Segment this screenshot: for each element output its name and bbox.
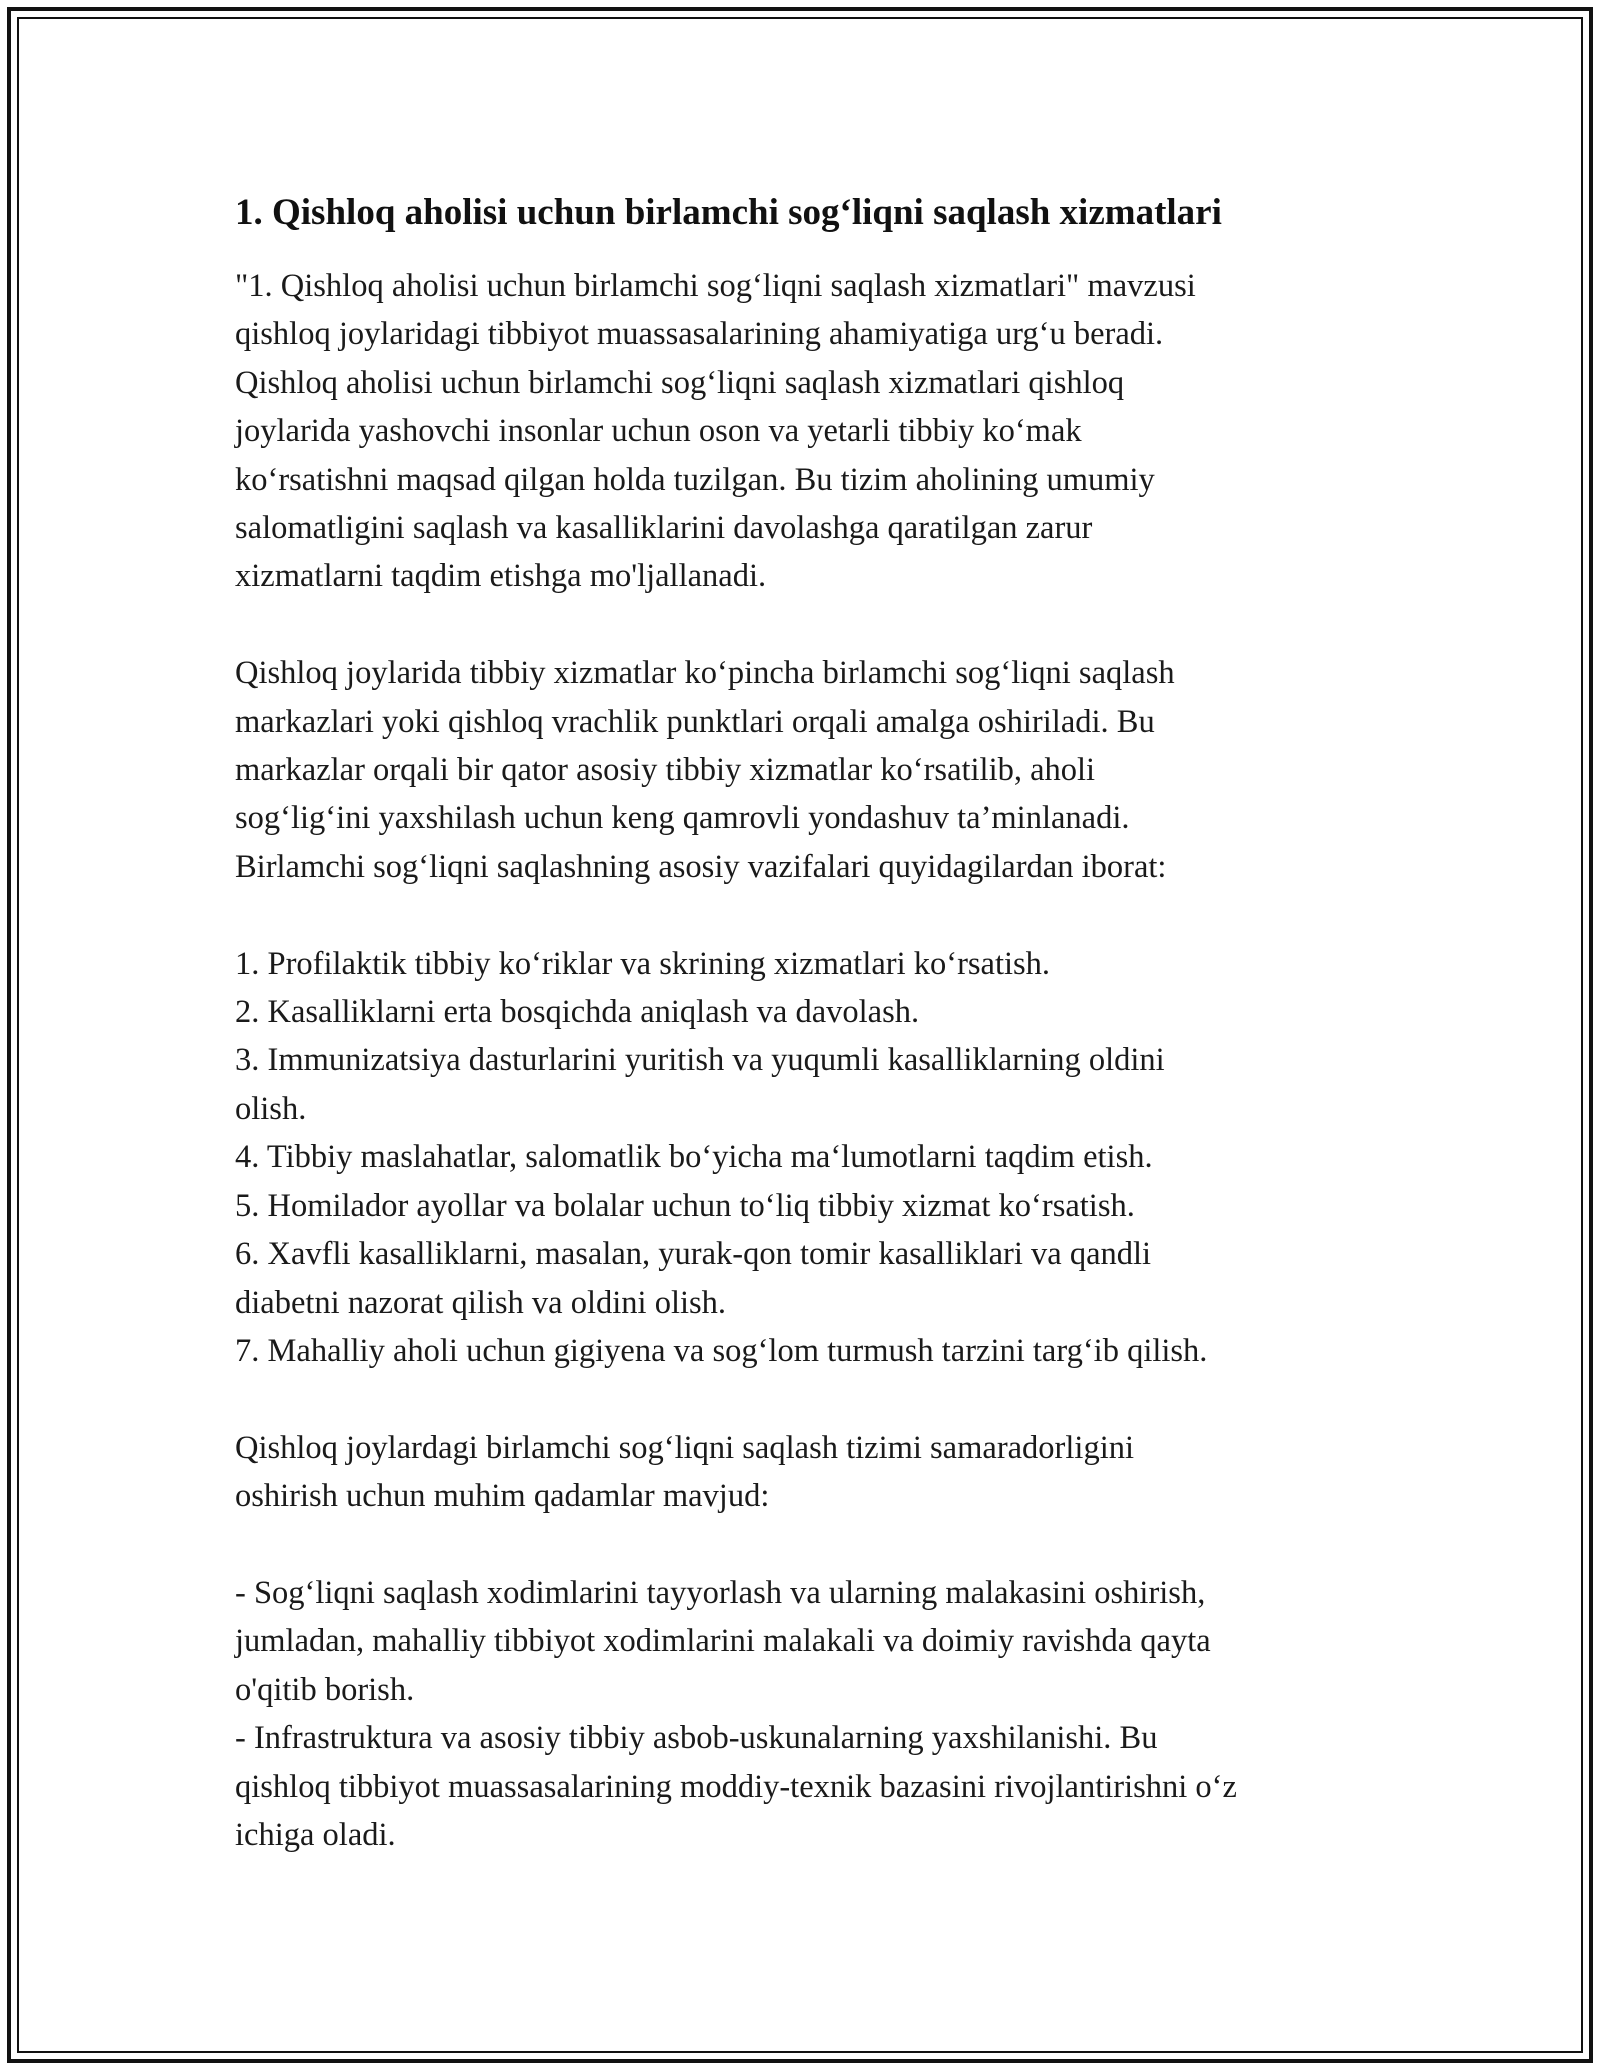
bullet-list — [235, 1569, 1385, 1859]
paragraph-spacer — [235, 1521, 1385, 1569]
text-line: joylarida yashovchi insonlar uchun oson va yetarli tibbiy ko‘mak — [235, 413, 1082, 450]
list-item-continuation: olish. — [235, 1090, 307, 1127]
list-item: 2. Kasalliklarni erta bosqichda aniqlash va davolash. — [235, 994, 920, 1031]
paragraph-spacer — [235, 1375, 1385, 1423]
paragraph-spacer — [235, 601, 1385, 649]
text-line: qishloq joylaridagi tibbiyot muassasalarining ahamiyatiga urg‘u beradi. — [235, 316, 1164, 353]
document-body — [235, 188, 1385, 1859]
bullet-item-continuation: jumladan, mahalliy tibbiyot xodimlarini malakali va doimiy ravishda qayta — [235, 1623, 1211, 1660]
paragraph-steps-intro — [235, 1424, 1385, 1521]
text-line: Qishloq aholisi uchun birlamchi sog‘liqni saqlash xizmatlari qishloq — [235, 364, 1125, 401]
text-line: salomatligini saqlash va kasalliklarini davolashga qaratilgan zarur — [235, 510, 1093, 547]
paragraph-services — [235, 649, 1385, 891]
list-item: 4. Tibbiy maslahatlar, salomatlik bo‘yicha ma‘lumotlarni taqdim etish. — [235, 1139, 1153, 1176]
bullet-item-continuation: ichiga oladi. — [235, 1816, 396, 1853]
text-line: Qishloq joylardagi birlamchi sog‘liqni saqlash tizimi samaradorligini — [235, 1429, 1135, 1466]
paragraph-spacer — [235, 891, 1385, 939]
bullet-item: - Infrastruktura va asosiy tibbiy asbob-uskunalarning yaxshilanishi. Bu — [235, 1720, 1158, 1757]
text-line: sog‘lig‘ini yaxshilash uchun keng qamrovli yondashuv ta’minlanadi. — [235, 800, 1130, 837]
text-line: Qishloq joylarida tibbiy xizmatlar ko‘pincha birlamchi sog‘liqni saqlash — [235, 655, 1175, 692]
paragraph-intro — [235, 262, 1385, 601]
text-line: "1. Qishloq aholisi uchun birlamchi sog‘liqni saqlash xizmatlari" mavzusi — [235, 268, 1196, 304]
numbered-list — [235, 940, 1385, 1376]
text-line: oshirish uchun muhim qadamlar mavjud: — [235, 1478, 770, 1515]
text-line: ko‘rsatishni maqsad qilgan holda tuzilgan. Bu tizim aholining umumiy — [235, 461, 1155, 498]
list-item: 7. Mahalliy aholi uchun gigiyena va sog‘lom turmush tarzini targ‘ib qilish. — [235, 1332, 1208, 1369]
text-line: Birlamchi sog‘liqni saqlashning asosiy vazifalari quyidagilardan iborat: — [235, 848, 1167, 885]
text-line: markazlari yoki qishloq vrachlik punktlari orqali amalga oshiriladi. Bu — [235, 703, 1155, 740]
bullet-item-continuation: o'qitib borish. — [235, 1671, 415, 1708]
text-line: xizmatlarni taqdim etishga mo'ljallanadi. — [235, 558, 767, 595]
list-item: 6. Xavfli kasalliklarni, masalan, yurak-qon tomir kasalliklari va qandli — [235, 1236, 1152, 1273]
list-item: 5. Homilador ayollar va bolalar uchun to‘liq tibbiy xizmat ko‘rsatish. — [235, 1187, 1135, 1224]
text-line: markazlar orqali bir qator asosiy tibbiy xizmatlar ko‘rsatilib, aholi — [235, 752, 1096, 789]
list-item: 1. Profilaktik tibbiy ko‘riklar va skrining xizmatlari ko‘rsatish. — [235, 945, 1051, 982]
list-item-continuation: diabetni nazorat qilish va oldini olish. — [235, 1284, 727, 1321]
bullet-item: - Sog‘liqni saqlash xodimlarini tayyorlash va ularning malakasini oshirish, — [235, 1574, 1206, 1611]
document-title: 1. Qishloq aholisi uchun birlamchi sog‘liqni saqlash xizmatlari — [235, 192, 1222, 233]
list-item: 3. Immunizatsiya dasturlarini yuritish va yuqumli kasalliklarning oldini — [235, 1042, 1165, 1079]
bullet-item-continuation: qishloq tibbiyot muassasalarining moddiy-texnik bazasini rivojlantirishni o‘z — [235, 1768, 1237, 1805]
